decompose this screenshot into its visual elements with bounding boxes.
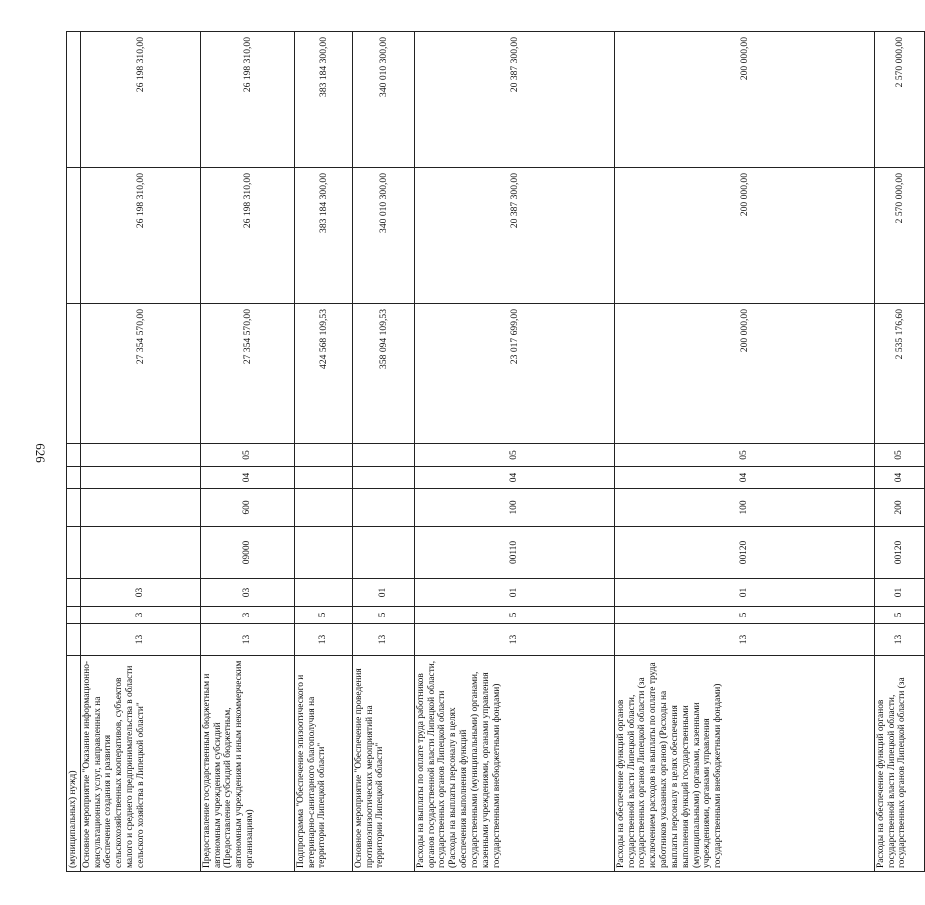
amount-cell-2: 2 570 000,00	[874, 168, 924, 304]
section-cell	[80, 467, 200, 489]
code-cell: 13	[352, 624, 414, 656]
direction-cell: 00120	[874, 527, 924, 579]
table-row	[200, 32, 294, 872]
table-row	[294, 32, 352, 872]
direction-cell	[352, 527, 414, 579]
code-cell: 13	[874, 624, 924, 656]
direction-cell: 00110	[414, 527, 614, 579]
expense-type-cell	[352, 489, 414, 527]
direction-cell	[67, 527, 81, 579]
row-name-cell: Основное мероприятие "Обеспечение проведения противоэпизоотических мероприятий на территории Липецкой области"	[352, 656, 414, 872]
amount-cell-3	[67, 32, 81, 168]
amount-cell-2: 20 387 300,00	[414, 168, 614, 304]
code-cell: 13	[614, 624, 874, 656]
subsection-cell	[80, 444, 200, 467]
table-row	[414, 32, 614, 872]
code-cell	[67, 624, 81, 656]
amount-cell-3: 26 198 310,00	[80, 32, 200, 168]
event-cell: 01	[614, 579, 874, 607]
expense-type-cell	[80, 489, 200, 527]
amount-cell-1: 200 000,00	[614, 304, 874, 444]
code-cell: 13	[414, 624, 614, 656]
amount-cell-2: 200 000,00	[614, 168, 874, 304]
row-name-cell: Предоставление государственным бюджетным и автономным учреждениям субсидий (Предоставление субсидий бюджетным, автономным учреждениям и иным некоммерческим организациям)	[200, 656, 294, 872]
amount-cell-1: 424 568 109,53	[294, 304, 352, 444]
amount-cell-3: 340 010 300,00	[352, 32, 414, 168]
event-cell	[294, 579, 352, 607]
amount-cell-3: 26 198 310,00	[200, 32, 294, 168]
subsection-cell	[352, 444, 414, 467]
subsection-cell: 05	[414, 444, 614, 467]
section-cell	[67, 467, 81, 489]
amount-cell-2: 340 010 300,00	[352, 168, 414, 304]
table-body	[67, 32, 925, 872]
table-row	[80, 32, 200, 872]
row-name-cell: Расходы на выплаты по оплате труда работников органов государственной власти Липецкой области, государственных органов Липецкой области (Расходы на выплаты персоналу в целях обеспечения выполнения функций государственными (муниципальными) органами, казенными учреждениями, органами управления государственными внебюджетными фондами)	[414, 656, 614, 872]
expense-type-cell	[67, 489, 81, 527]
event-cell: 01	[352, 579, 414, 607]
section-cell	[352, 467, 414, 489]
subprogram-cell: 5	[874, 607, 924, 624]
amount-cell-3: 383 184 300,00	[294, 32, 352, 168]
subsection-cell	[294, 444, 352, 467]
row-name-cell: Расходы на обеспечение функций органов государственной власти Липецкой области, государственных органов Липецкой области (за	[874, 656, 924, 872]
subprogram-cell: 5	[414, 607, 614, 624]
row-name-cell: Расходы на обеспечение функций органов государственной власти Липецкой области, государственных органов Липецкой области (за исключением расходов на выплаты по оплате труда работников указанных органов) (Расходы на выплаты персоналу в целях обеспечения выполнения функций государственными (муниципальными) органами, казенными учреждениями, органами управления государственными внебюджетными фондами)	[614, 656, 874, 872]
amount-cell-3: 2 570 000,00	[874, 32, 924, 168]
table-row	[874, 32, 924, 872]
section-cell: 04	[874, 467, 924, 489]
event-cell: 03	[80, 579, 200, 607]
direction-cell: 09000	[200, 527, 294, 579]
table-row	[67, 32, 81, 872]
row-name-cell: (муниципальных) нужд)	[67, 656, 81, 872]
expense-type-cell: 200	[874, 489, 924, 527]
direction-cell: 00120	[614, 527, 874, 579]
amount-cell-1: 27 354 570,00	[200, 304, 294, 444]
code-cell: 13	[294, 624, 352, 656]
expense-type-cell	[294, 489, 352, 527]
section-cell	[294, 467, 352, 489]
event-cell: 01	[414, 579, 614, 607]
event-cell: 01	[874, 579, 924, 607]
amount-cell-1: 27 354 570,00	[80, 304, 200, 444]
expense-type-cell: 100	[414, 489, 614, 527]
section-cell: 04	[614, 467, 874, 489]
rotated-table-container	[66, 32, 908, 872]
page-number: 626	[33, 443, 48, 463]
subprogram-cell: 3	[200, 607, 294, 624]
table-row	[352, 32, 414, 872]
subprogram-cell: 3	[80, 607, 200, 624]
event-cell: 03	[200, 579, 294, 607]
row-name-cell: Основное мероприятие "Оказание информационно-консультационных услуг, направленных на обеспечение создания и развития сельскохозяйственных кооперативов, субъектов малого и среднего предпринимательства в области сельского хозяйства в Липецкой области"	[80, 656, 200, 872]
amount-cell-1	[67, 304, 81, 444]
amount-cell-3: 20 387 300,00	[414, 32, 614, 168]
subsection-cell: 05	[200, 444, 294, 467]
amount-cell-2: 383 184 300,00	[294, 168, 352, 304]
subsection-cell: 05	[874, 444, 924, 467]
amount-cell-2: 26 198 310,00	[200, 168, 294, 304]
budget-table	[66, 31, 925, 872]
amount-cell-1: 358 094 109,53	[352, 304, 414, 444]
table-row	[614, 32, 874, 872]
amount-cell-1: 23 017 699,00	[414, 304, 614, 444]
subprogram-cell	[67, 607, 81, 624]
code-cell: 13	[80, 624, 200, 656]
subprogram-cell: 5	[352, 607, 414, 624]
subsection-cell	[67, 444, 81, 467]
direction-cell	[294, 527, 352, 579]
section-cell: 04	[414, 467, 614, 489]
expense-type-cell: 100	[614, 489, 874, 527]
expense-type-cell: 600	[200, 489, 294, 527]
code-cell: 13	[200, 624, 294, 656]
subprogram-cell: 5	[614, 607, 874, 624]
amount-cell-2	[67, 168, 81, 304]
subprogram-cell: 5	[294, 607, 352, 624]
event-cell	[67, 579, 81, 607]
direction-cell	[80, 527, 200, 579]
row-name-cell: Подпрограмма "Обеспечение эпизоотического и ветеринарно-санитарного благополучия на территории Липецкой области"	[294, 656, 352, 872]
subsection-cell: 05	[614, 444, 874, 467]
amount-cell-2: 26 198 310,00	[80, 168, 200, 304]
amount-cell-3: 200 000,00	[614, 32, 874, 168]
section-cell: 04	[200, 467, 294, 489]
amount-cell-1: 2 535 176,60	[874, 304, 924, 444]
